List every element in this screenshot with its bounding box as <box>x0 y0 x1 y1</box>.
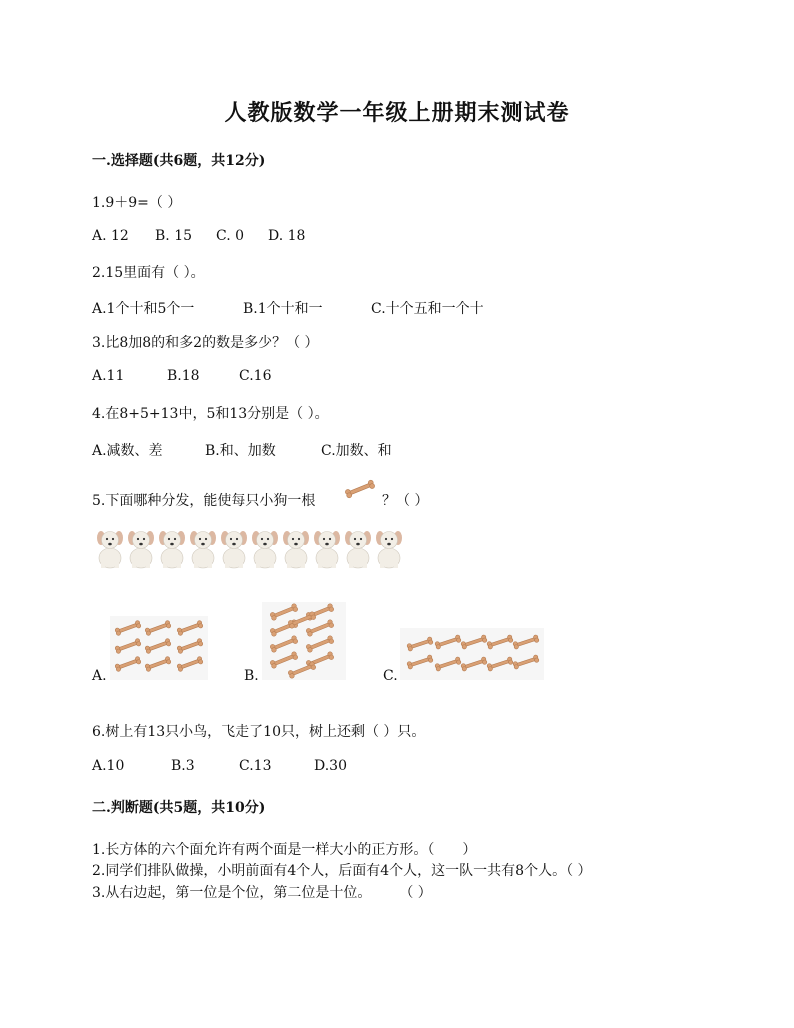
bone-icon <box>513 634 540 649</box>
q5-option-a: A. <box>92 668 107 684</box>
dog-icon <box>345 531 371 568</box>
q6-option-c: C.13 <box>239 758 272 774</box>
q5-option-c: C. <box>383 668 398 684</box>
bone-icon <box>461 634 488 649</box>
section-heading-choice: 一.选择题(共6题，共12分) <box>92 153 266 169</box>
dog-icon <box>97 531 123 568</box>
q3-option-b: B.18 <box>167 368 200 384</box>
bone-icon <box>407 636 434 651</box>
q3-option-a: A.11 <box>92 368 125 384</box>
bone-icon <box>177 620 204 636</box>
q6-option-d: D.30 <box>314 758 347 774</box>
bone-icon <box>145 620 172 636</box>
bone-icon <box>487 656 514 671</box>
bone-icon <box>177 638 204 654</box>
q2-option-c: C.十个五和一个十 <box>371 301 484 317</box>
bones-group-c <box>400 628 544 680</box>
dog-icon <box>376 531 402 568</box>
q3-option-c: C.16 <box>239 368 272 384</box>
bone-icon <box>270 651 299 669</box>
bone-icon <box>288 661 317 679</box>
question-5: 5.下面哪种分发，能使每只小狗一根 <box>92 493 316 509</box>
bones-group-a <box>110 616 208 680</box>
dog-icon <box>221 531 247 568</box>
dog-icon <box>252 531 278 568</box>
bone-icon <box>345 479 376 498</box>
bone-icon <box>407 654 434 669</box>
bone-icon <box>306 635 335 653</box>
bone-icon <box>145 656 172 672</box>
q1-option-b: B. 15 <box>155 228 193 244</box>
q4-option-b: B.和、加数 <box>205 443 276 459</box>
bone-icon <box>270 603 299 621</box>
q1-option-a: A. 12 <box>92 228 129 244</box>
q5-option-b: B. <box>244 668 259 684</box>
dog-icon <box>128 531 154 568</box>
q1-option-c: C. 0 <box>216 228 245 244</box>
bone-icon <box>145 638 172 654</box>
dogs-row <box>94 528 424 570</box>
bone-icon <box>115 638 142 654</box>
section-heading-judge: 二.判断题(共5题，共10分) <box>92 800 266 816</box>
q2-option-b: B.1个十和一 <box>243 301 323 317</box>
question-1: 1.9＋9=（ ） <box>92 195 182 211</box>
bone-icon <box>487 634 514 649</box>
bone-icon <box>435 656 462 671</box>
bone-icon <box>306 619 335 637</box>
bones-group-b <box>262 602 346 680</box>
question-2: 2.15里面有（ ）。 <box>92 265 205 281</box>
q4-option-a: A.减数、差 <box>92 443 163 459</box>
bone-icon <box>270 635 299 653</box>
question-6: 6.树上有13只小鸟，飞走了10只，树上还剩（ ）只。 <box>92 724 426 740</box>
bone-icon <box>461 656 488 671</box>
bone-icon <box>342 478 378 502</box>
dog-icon <box>159 531 185 568</box>
judge-item-1: 1.长方体的六个面允许有两个面是一样大小的正方形。（ ） <box>92 842 477 858</box>
q1-option-d: D. 18 <box>268 228 306 244</box>
question-5-tail: ？（ ） <box>382 493 429 509</box>
bone-icon <box>288 611 317 629</box>
page-title: 人教版数学一年级上册期末测试卷 <box>224 100 570 126</box>
bone-icon <box>177 656 204 672</box>
judge-item-2: 2.同学们排队做操，小明前面有4个人，后面有4个人，这一队一共有8个人。（ ） <box>92 863 592 879</box>
q6-option-b: B.3 <box>171 758 195 774</box>
bone-icon <box>115 656 142 672</box>
question-4: 4.在8+5+13中，5和13分别是（ ）。 <box>92 406 329 422</box>
question-3: 3.比8加8的和多2的数是多少？（ ） <box>92 335 319 351</box>
q2-option-a: A.1个十和5个一 <box>92 301 195 317</box>
bone-icon <box>513 654 540 669</box>
bone-icon <box>435 634 462 649</box>
q4-option-c: C.加数、和 <box>321 443 392 459</box>
bone-icon <box>115 620 142 636</box>
judge-item-3: 3.从右边起，第一位是个位，第二位是十位。 （ ） <box>92 885 432 901</box>
dog-icon <box>283 531 309 568</box>
q6-option-a: A.10 <box>92 758 125 774</box>
dog-icon <box>314 531 340 568</box>
dog-icon <box>190 531 216 568</box>
